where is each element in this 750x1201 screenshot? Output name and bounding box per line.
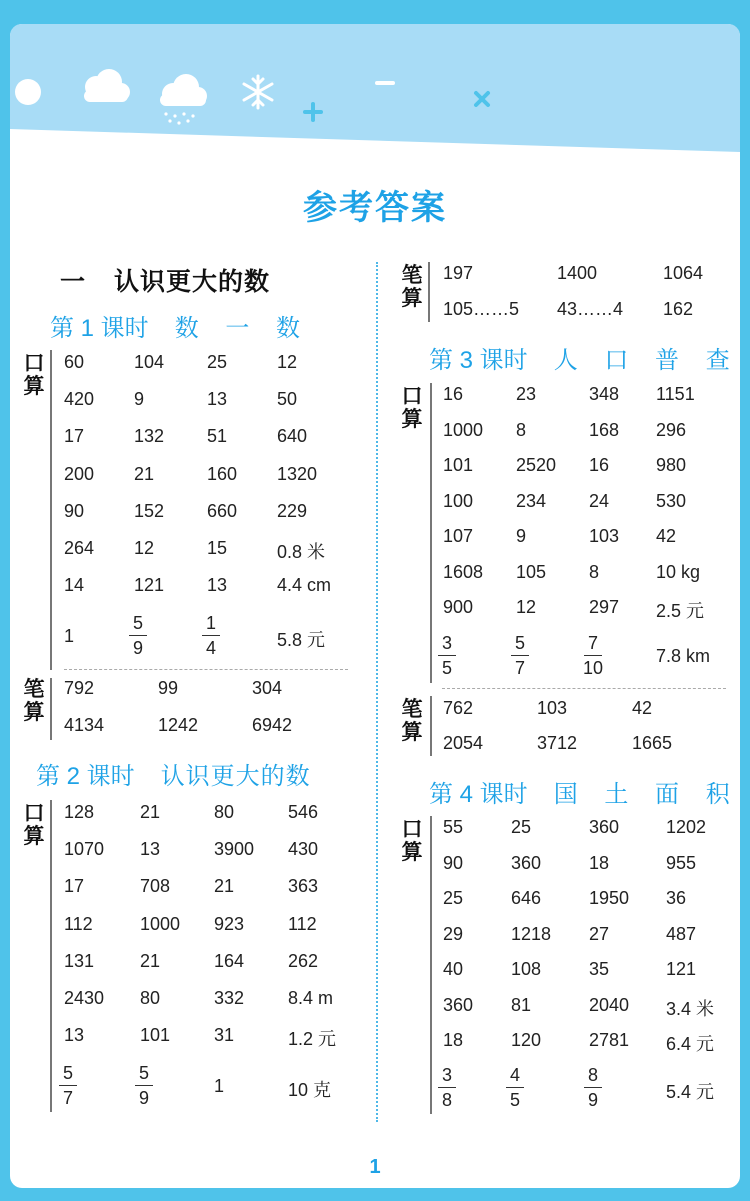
- answer-value: 43……4: [557, 298, 624, 319]
- bracket-line: [430, 696, 432, 756]
- answer-value: 900: [443, 597, 474, 617]
- answer-value: 3.4 米: [666, 998, 715, 1019]
- answer-value: 131: [64, 950, 95, 971]
- answer-value: 12: [516, 597, 537, 617]
- answer-value: 1: [214, 1076, 225, 1096]
- answer-value: 262: [288, 950, 319, 971]
- answer-value: 0.8 米: [277, 542, 326, 562]
- answer-value: 152: [134, 500, 165, 521]
- fraction: [437, 633, 457, 678]
- unit-heading: [60, 262, 270, 298]
- answer-value: 360: [511, 852, 542, 873]
- numerator: 8: [587, 1065, 598, 1085]
- answer-value: 792: [64, 678, 95, 698]
- answer-value: 1950: [589, 888, 630, 908]
- answer-value: 363: [288, 876, 319, 897]
- answer-value: 120: [511, 1030, 542, 1050]
- answer-value: 546: [288, 802, 319, 822]
- answer-value: 1151: [656, 384, 695, 404]
- answer-value: 1665: [632, 733, 673, 753]
- answer-value: 332: [214, 988, 245, 1008]
- answer-value: 3712: [537, 733, 578, 753]
- answer-value: 21: [140, 950, 161, 971]
- weather-banner: [10, 24, 740, 164]
- answer-value: 8.4 m: [288, 988, 334, 1008]
- answer-value: 27: [589, 923, 610, 944]
- lesson-4-heading: [429, 774, 740, 809]
- answer-value: 1202: [666, 817, 707, 837]
- answer-value: 107: [443, 526, 474, 546]
- fraction: [58, 1063, 78, 1108]
- fraction-bar: [584, 655, 602, 656]
- answer-value: 36: [666, 888, 687, 908]
- denominator: 9: [132, 638, 143, 658]
- answer-value: 50: [277, 389, 298, 410]
- answer-value: 21: [134, 463, 155, 484]
- answer-value: 60: [64, 352, 85, 372]
- answer-value: 229: [277, 500, 308, 521]
- numerator: 1: [205, 613, 216, 633]
- answer-value: 980: [656, 455, 687, 475]
- answer-value: 121: [134, 575, 165, 596]
- answer-value: 100: [443, 490, 474, 511]
- denominator: 5: [509, 1090, 520, 1110]
- answer-value: 360: [443, 994, 474, 1015]
- answer-value: 530: [656, 490, 687, 511]
- fraction: [437, 1065, 457, 1110]
- answer-value: 6942: [252, 715, 293, 735]
- answer-value: 762: [443, 698, 474, 718]
- lesson-number: 第 3 课时: [429, 347, 528, 374]
- answer-value: 304: [252, 678, 283, 698]
- answer-value: 1608: [443, 561, 484, 582]
- fraction: [583, 1065, 603, 1110]
- denominator: 7: [62, 1088, 73, 1108]
- answer-value: 640: [277, 426, 308, 447]
- answer-value: 1064: [663, 263, 704, 283]
- bisuan-label: 笔 算: [23, 678, 45, 724]
- sun-icon: [15, 79, 41, 105]
- kousuan-label: 口 算: [23, 352, 45, 398]
- answer-value: 8: [516, 419, 527, 440]
- column-divider: [376, 262, 378, 1122]
- answer-value: 660: [207, 500, 238, 521]
- unit-number: 一: [60, 268, 87, 296]
- fraction-bar: [129, 635, 147, 636]
- answer-value: 25: [207, 352, 228, 372]
- answer-value: 42: [656, 526, 677, 546]
- denominator: 10: [583, 658, 604, 678]
- answer-value: 23: [516, 384, 537, 404]
- answer-value: 99: [158, 678, 179, 698]
- answer-value: 1218: [511, 923, 552, 944]
- answer-value: 923: [214, 913, 245, 934]
- answer-value: 2054: [443, 733, 484, 753]
- lesson-number: 第 4 课时: [429, 781, 528, 808]
- answer-value: 646: [511, 888, 542, 908]
- numerator: 5: [138, 1063, 149, 1083]
- answer-value: 297: [589, 597, 620, 617]
- answer-value: 9: [134, 389, 145, 410]
- answer-value: 101: [443, 455, 474, 475]
- numerator: 5: [132, 613, 143, 633]
- answer-value: 108: [511, 959, 542, 979]
- answer-value: 132: [134, 426, 165, 447]
- answer-value: 90: [64, 500, 85, 521]
- answer-value: 35: [589, 959, 610, 979]
- answer-value: 168: [589, 419, 620, 440]
- numerator: 4: [509, 1065, 520, 1085]
- answer-value: 17: [64, 426, 85, 447]
- answer-value: 80: [214, 802, 235, 822]
- page-number: 1: [369, 1156, 381, 1178]
- bisuan-label: 笔 算: [401, 264, 423, 310]
- answer-value: 1.2 元: [288, 1029, 337, 1050]
- answer-value: 296: [656, 419, 687, 440]
- answer-value: 40: [443, 959, 464, 979]
- page-title: 参考答案: [303, 189, 447, 227]
- denominator: 5: [441, 658, 452, 678]
- lesson-topic: 数 一 数: [174, 315, 311, 342]
- answer-value: 51: [207, 426, 228, 447]
- lesson-topic: 国 土 面 积: [553, 781, 740, 808]
- answer-value: 17: [64, 876, 85, 897]
- fraction-bar: [59, 1085, 77, 1086]
- numerator: 5: [62, 1063, 73, 1083]
- answer-value: 9: [516, 526, 527, 546]
- fraction: [134, 1063, 154, 1108]
- answer-value: 5.4 元: [666, 1082, 715, 1102]
- answer-value: 31: [214, 1025, 235, 1046]
- fraction-bar: [438, 1087, 456, 1088]
- answer-value: 81: [511, 994, 532, 1015]
- answer-value: 80: [140, 988, 161, 1008]
- answer-value: 1000: [140, 913, 181, 934]
- section-divider: [64, 669, 348, 670]
- answer-value: 10 kg: [656, 561, 701, 582]
- answer-value: 6.4 元: [666, 1034, 715, 1054]
- fraction-bar: [511, 655, 529, 656]
- answer-value: 112: [64, 913, 93, 934]
- bracket-line: [50, 800, 52, 1112]
- answer-value: 1: [64, 626, 75, 646]
- kousuan-label: 口 算: [401, 385, 423, 431]
- answer-value: 200: [64, 463, 95, 484]
- answer-value: 21: [140, 802, 161, 822]
- answer-value: 24: [589, 490, 610, 511]
- denominator: 9: [587, 1090, 598, 1110]
- answer-value: 5.8 元: [277, 630, 326, 650]
- answer-value: 16: [443, 384, 464, 404]
- lesson-number: 第 2 课时: [36, 763, 135, 790]
- answer-value: 164: [214, 950, 245, 971]
- answer-value: 13: [207, 575, 228, 596]
- answer-value: 1320: [277, 463, 318, 484]
- answer-value: 197: [443, 263, 474, 283]
- answer-value: 103: [537, 698, 568, 718]
- answer-value: 14: [64, 575, 85, 596]
- bracket-line: [50, 350, 52, 670]
- answer-value: 12: [134, 538, 155, 558]
- answer-value: 90: [443, 852, 464, 873]
- answer-value: 2.5 元: [656, 601, 705, 621]
- denominator: 7: [514, 658, 525, 678]
- answer-value: 2781: [589, 1030, 630, 1050]
- kousuan-label: 口 算: [23, 802, 45, 848]
- fraction-bar: [584, 1087, 602, 1088]
- answer-value: 18: [589, 852, 610, 873]
- answer-value: 264: [64, 538, 95, 558]
- answer-value: 160: [207, 463, 238, 484]
- section-divider: [442, 688, 726, 689]
- bisuan-label: 笔 算: [401, 698, 423, 744]
- answer-value: 348: [589, 384, 620, 404]
- answer-value: 8: [589, 561, 600, 582]
- answer-value: 1070: [64, 839, 105, 860]
- lesson-number: 第 1 课时: [50, 315, 149, 342]
- answer-value: 7.8 km: [656, 646, 711, 666]
- answer-value: 420: [64, 389, 95, 410]
- fraction: [128, 613, 148, 658]
- answer-value: 121: [666, 959, 697, 979]
- answer-value: 955: [666, 852, 697, 873]
- bracket-line: [428, 262, 430, 322]
- fraction-bar: [135, 1085, 153, 1086]
- answer-value: 128: [64, 802, 95, 822]
- fraction: [505, 1065, 525, 1110]
- fraction: [583, 633, 603, 678]
- answer-value: 101: [140, 1025, 171, 1046]
- unit-name: 认识更大的数: [114, 268, 271, 296]
- answer-value: 16: [589, 455, 610, 475]
- answer-value: 15: [207, 538, 228, 558]
- answer-value: 360: [589, 817, 620, 837]
- numerator: 7: [587, 633, 598, 653]
- answer-value: 25: [511, 817, 532, 837]
- fraction: [201, 613, 221, 658]
- answer-value: 162: [663, 298, 694, 319]
- answer-value: 1242: [158, 715, 199, 735]
- answer-value: 112: [288, 913, 317, 934]
- answer-value: 104: [134, 352, 165, 372]
- fraction: [510, 633, 530, 678]
- answer-value: 4134: [64, 715, 105, 735]
- lesson-topic: 人 口 普 查: [553, 347, 740, 374]
- numerator: 5: [514, 633, 525, 653]
- answer-value: 55: [443, 817, 464, 837]
- answer-value: 103: [589, 526, 620, 546]
- answer-value: 42: [632, 698, 653, 718]
- answer-value: 105: [516, 561, 547, 582]
- denominator: 9: [138, 1088, 149, 1108]
- lesson-2-heading: [36, 756, 311, 791]
- answer-value: 487: [666, 923, 697, 944]
- answer-value: 105……5: [443, 298, 520, 319]
- bracket-line: [430, 816, 432, 1114]
- lesson-1-heading: [50, 308, 310, 343]
- kousuan-label: 口 算: [401, 818, 423, 864]
- fraction-bar: [202, 635, 220, 636]
- answer-value: 2040: [589, 994, 630, 1015]
- denominator: 4: [205, 638, 216, 658]
- answer-value: 2430: [64, 988, 105, 1008]
- answer-value: 2520: [516, 455, 557, 475]
- answer-value: 13: [207, 389, 228, 410]
- answer-value: 3900: [214, 839, 255, 860]
- answer-value: 29: [443, 923, 464, 944]
- lesson-3-heading: [429, 340, 740, 375]
- bracket-line: [430, 383, 432, 683]
- answer-value: 10 克: [288, 1080, 332, 1100]
- numerator: 3: [441, 633, 452, 653]
- answer-value: 13: [64, 1025, 85, 1046]
- answer-value: 708: [140, 876, 171, 897]
- denominator: 8: [441, 1090, 452, 1110]
- lesson-topic: 认识更大的数: [160, 763, 311, 790]
- answer-value: 234: [516, 490, 547, 511]
- answer-value: 1000: [443, 419, 484, 440]
- answer-value: 4.4 cm: [277, 575, 332, 596]
- fraction-bar: [506, 1087, 524, 1088]
- numerator: 3: [441, 1065, 452, 1085]
- answer-value: 13: [140, 839, 161, 860]
- bracket-line: [50, 678, 52, 740]
- fraction-bar: [438, 655, 456, 656]
- answer-value: 1400: [557, 263, 598, 283]
- answer-value: 25: [443, 888, 464, 908]
- answer-value: 12: [277, 352, 298, 372]
- answer-value: 21: [214, 876, 235, 897]
- answer-value: 430: [288, 839, 319, 860]
- answer-value: 18: [443, 1030, 464, 1050]
